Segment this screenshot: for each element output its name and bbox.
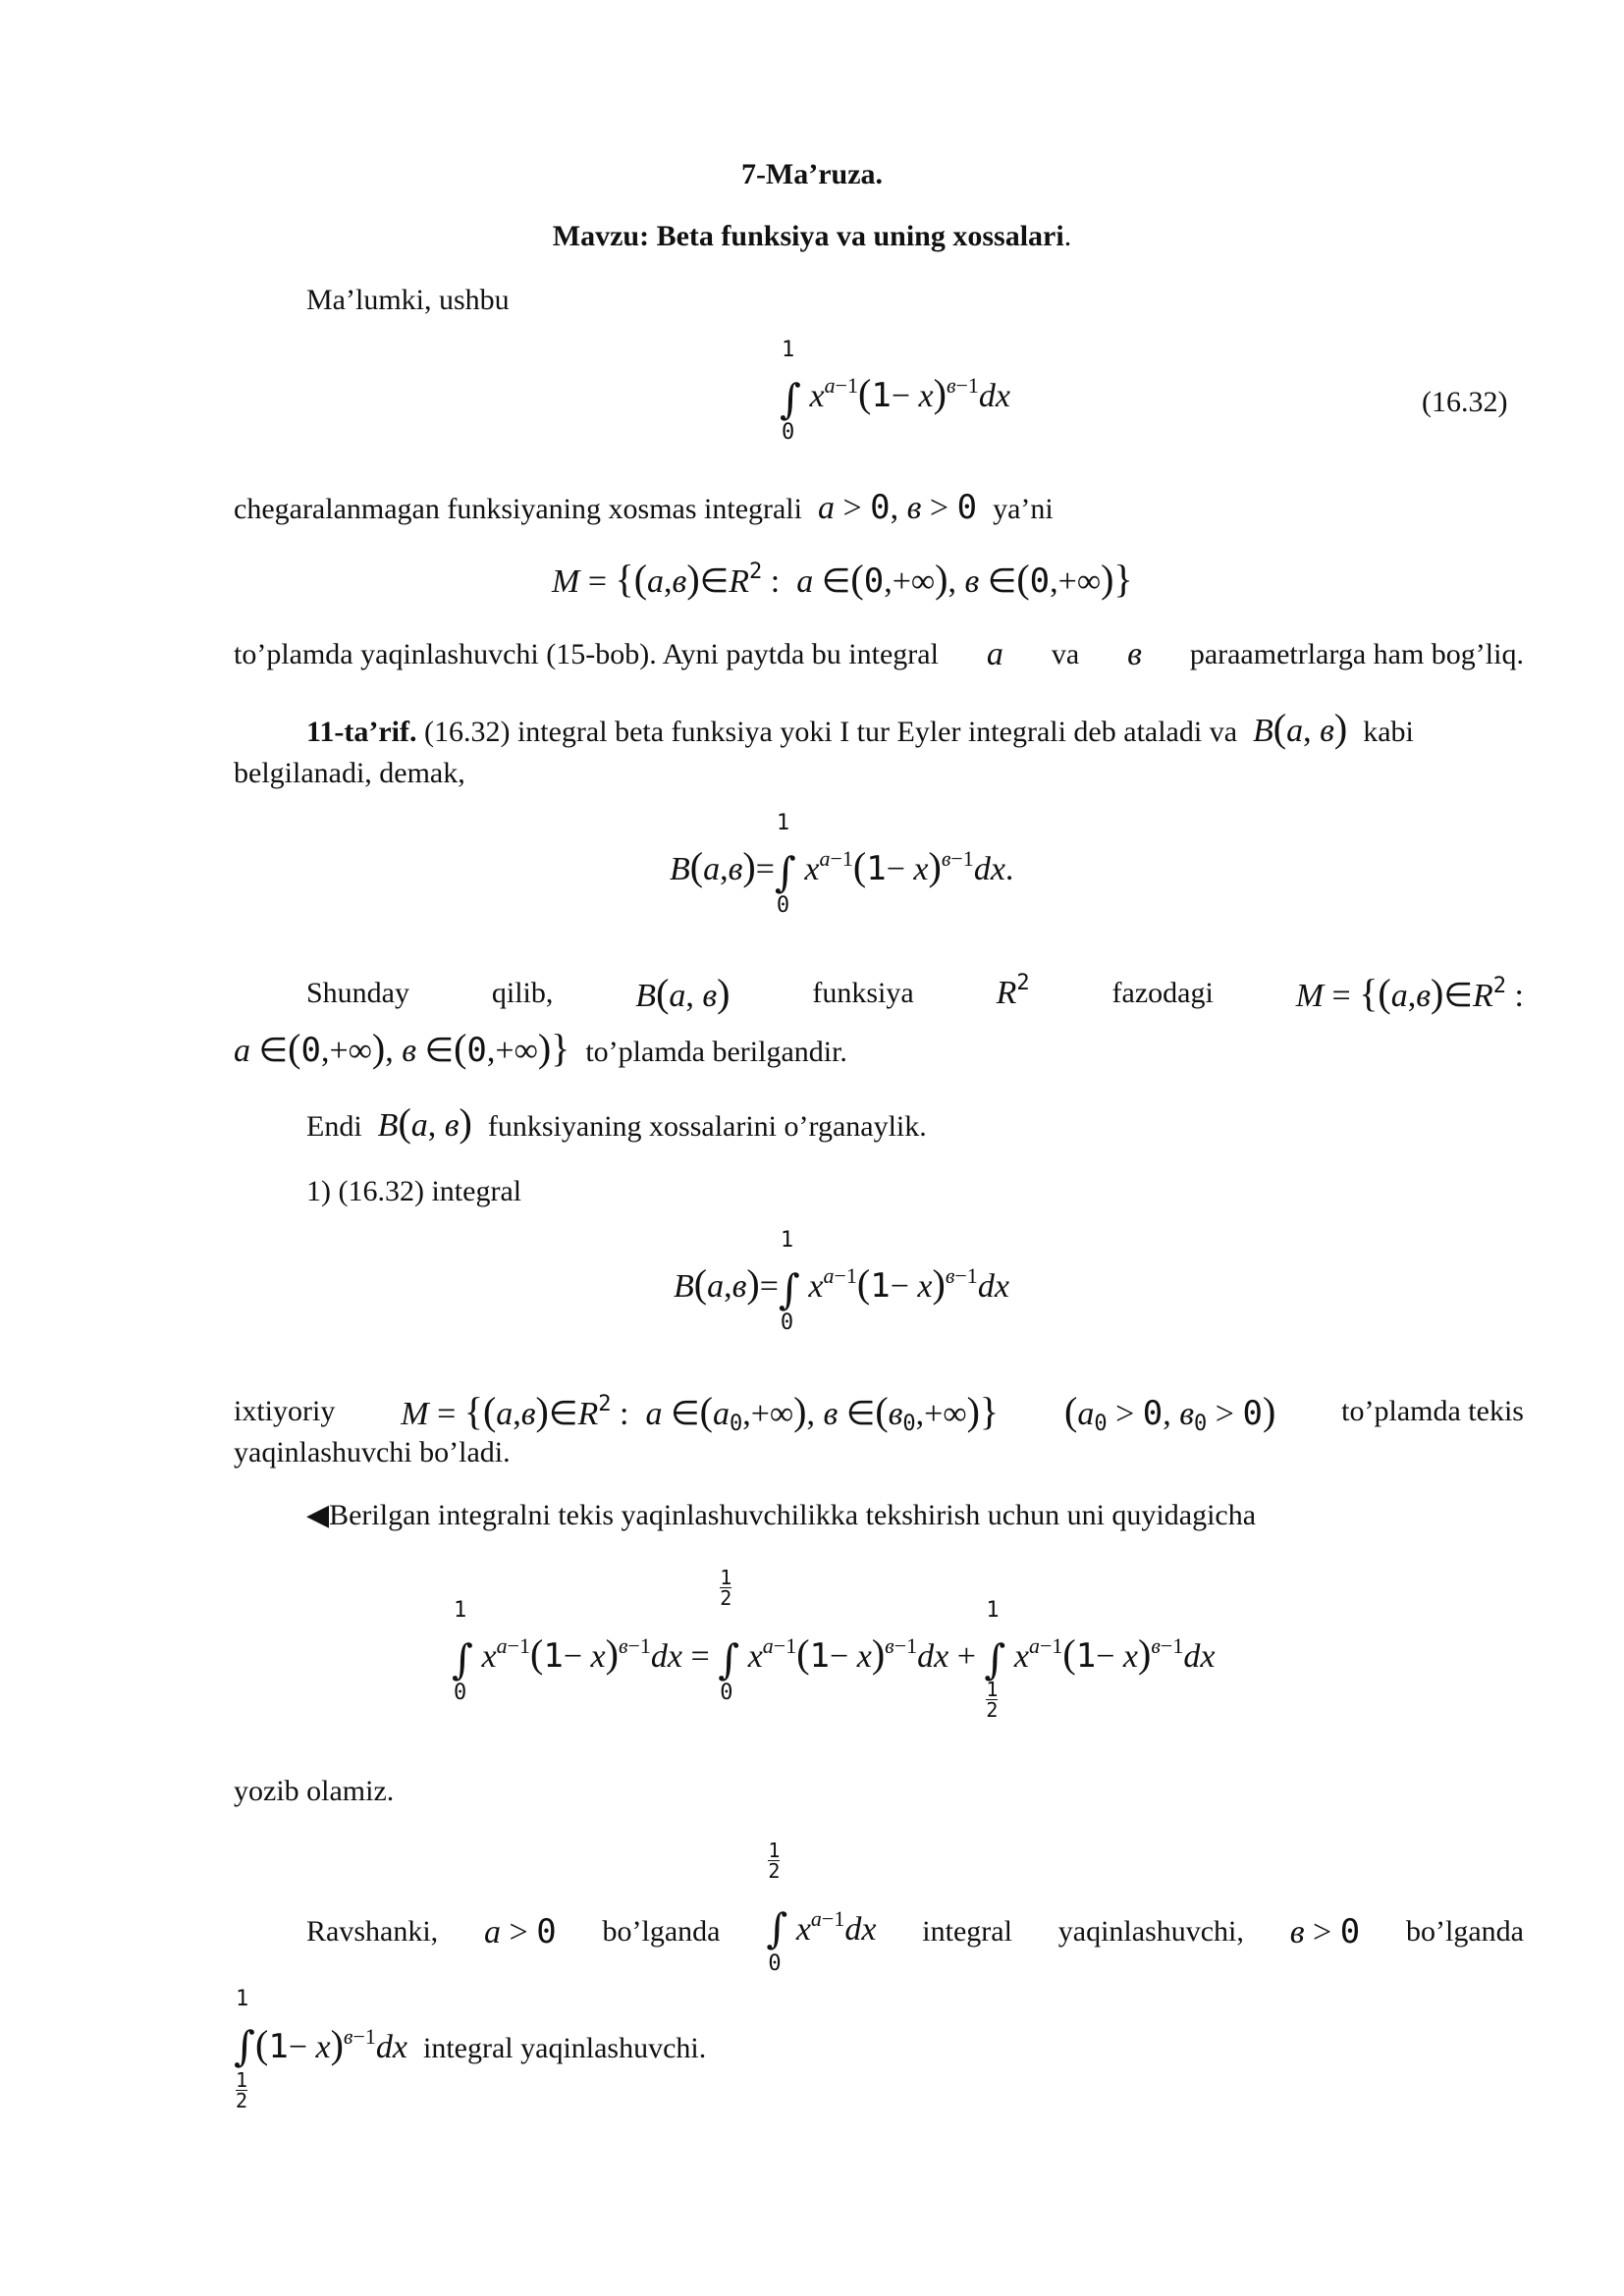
set-m0: $M = \{(a,в)\in R^2$ : a $\in(a_0,+\infty)$, в $\in(в_0,+\infty)$} (401, 1389, 1000, 1436)
condition-math: a > 0, в > 0 (817, 488, 978, 527)
proof-paragraph (306, 1501, 1256, 1530)
beta-symbol-3: B(a, в) (377, 1100, 472, 1145)
paragraph-intro: Ma’lumki, ushbu (306, 284, 510, 316)
conditions-tail: ya’ni (993, 493, 1054, 525)
beta-symbol: B(a, в) (1253, 706, 1348, 750)
paragraph-shunday-line2 (234, 1026, 847, 1070)
topic-heading (0, 222, 1624, 251)
convergent-text: to’plamda yaqinlashuvchi (15-bob). Ayni paytda bu integral (234, 638, 939, 670)
paragraph-last (234, 1987, 707, 2112)
equation-number: (16.32) (1422, 386, 1508, 418)
cond-v-positive: в > 0 (1289, 1911, 1361, 1951)
word-funksiya: funksiya (812, 977, 914, 1009)
param-a: a (986, 636, 1003, 672)
beta-symbol-2: B(a, в) (635, 971, 731, 1015)
definition-label: 11-ta’rif. (306, 716, 417, 748)
word-fazodagi: fazodagi (1111, 977, 1214, 1009)
cond-a-positive: a > 0 (484, 1911, 557, 1951)
definition-line2: belgilanadi, demak, (234, 757, 465, 789)
positivity-condition: ($a_0 > 0$, $в_0 > 0$) (1064, 1389, 1276, 1436)
paragraph-shunday (306, 971, 1524, 1015)
item-1: 1) (16.32) integral (306, 1175, 522, 1207)
word-va: va (1051, 638, 1080, 670)
r2-symbol: $R^2$ (996, 971, 1030, 1011)
word-ravshanki: Ravshanki, (306, 1915, 439, 1948)
word-shunday: Shunday (306, 977, 409, 1009)
word-yaqinlashuvchi: yaqinlashuvchi, (1057, 1915, 1244, 1948)
integral-sign: ∫ 1 0 (780, 338, 801, 445)
shunday-tail: to’plamda berilgandir. (585, 1036, 847, 1068)
definition (306, 706, 1414, 750)
convergent-tail: paraametrlarga ham bog’liq. (1189, 638, 1524, 670)
paragraph-convergent (234, 638, 1524, 671)
split-integral-equation: ∫ 1 0 $x^{a-1}(1- x)^{в-1}dx$ = ∫ 1 2 0 $x^{a-1}(1- x)^{в-1}dx$ + ∫ 1 1 2 $x^{a-1}(1- x)^{в-1}dx$ (452, 1566, 1216, 1722)
set-m-equation: $M = \{(a,в)\in R^2$ : a ∈(0,+∞), в ∈(0,+∞)} (552, 557, 1133, 601)
beta-equation-2: B(a,в)= ∫ 1 0 $x^{a-1}(1- x)^{в-1}dx$ (674, 1228, 1009, 1335)
topic-dot: . (1063, 220, 1072, 252)
word-integral: integral (922, 1915, 1012, 1948)
equation-16-32: ∫ 1 0 $x^{a-1}(1- x)^{в-1}dx$ (780, 338, 1011, 445)
yozib-olamiz: yozib olamiz. (234, 1775, 395, 1807)
endi-word: Endi (306, 1110, 362, 1143)
ixtiyoriy-tail: to’plamda tekis (1341, 1395, 1524, 1427)
proof-text: Berilgan integralni tekis yaqinlashuvchilikka tekshirish uchun uni quyidagicha (329, 1499, 1257, 1531)
paragraph-conditions (234, 488, 1054, 527)
definition-text: (16.32) integral beta funksiya yoki I tur Eyler integrali deb ataladi va (423, 716, 1238, 748)
last-tail: integral yaqinlashuvchi. (423, 2031, 707, 2064)
ixtiyoriy-word: ixtiyoriy (234, 1395, 336, 1427)
param-v: в (1127, 636, 1142, 672)
integral-half: ∫ 1 2 0 $x^{a-1}dx$ (766, 1839, 877, 1976)
lecture-title: 7-Ma’ruza. (740, 158, 884, 190)
set-m-start: $M = \{(a,в)\in R^2$ : (1295, 971, 1524, 1015)
word-bolganda-2: bo’lganda (1406, 1915, 1524, 1948)
word-qilib: qilib, (491, 977, 554, 1009)
topic-text: Mavzu: Beta funksiya va uning xossalari (552, 220, 1064, 252)
proof-marker-icon: ◀ (306, 1499, 330, 1531)
beta-definition-equation: B(a,в)= ∫ 1 0 $x^{a-1}(1- x)^{в-1}dx$. (670, 811, 1014, 918)
endi-text: funksiyaning xossalarini o’rganaylik. (487, 1110, 927, 1143)
paragraph-ixtiyoriy (234, 1389, 1524, 1436)
paragraph-ravshanki (306, 1839, 1524, 1976)
set-m-end: a ∈(0,+∞), в ∈(0,+∞)} (234, 1026, 570, 1070)
word-bolganda-1: bo’lganda (602, 1915, 721, 1948)
paragraph-endi (306, 1100, 927, 1145)
definition-kabi: kabi (1363, 716, 1414, 748)
integral-half-one: ∫ 1 1 2 $(1- x)^{в-1}dx$ (234, 1987, 407, 2112)
ixtiyoriy-line2: yaqinlashuvchi bo’ladi. (234, 1436, 511, 1468)
conditions-text: chegaralanmagan funksiyaning xosmas integrali (234, 493, 802, 525)
